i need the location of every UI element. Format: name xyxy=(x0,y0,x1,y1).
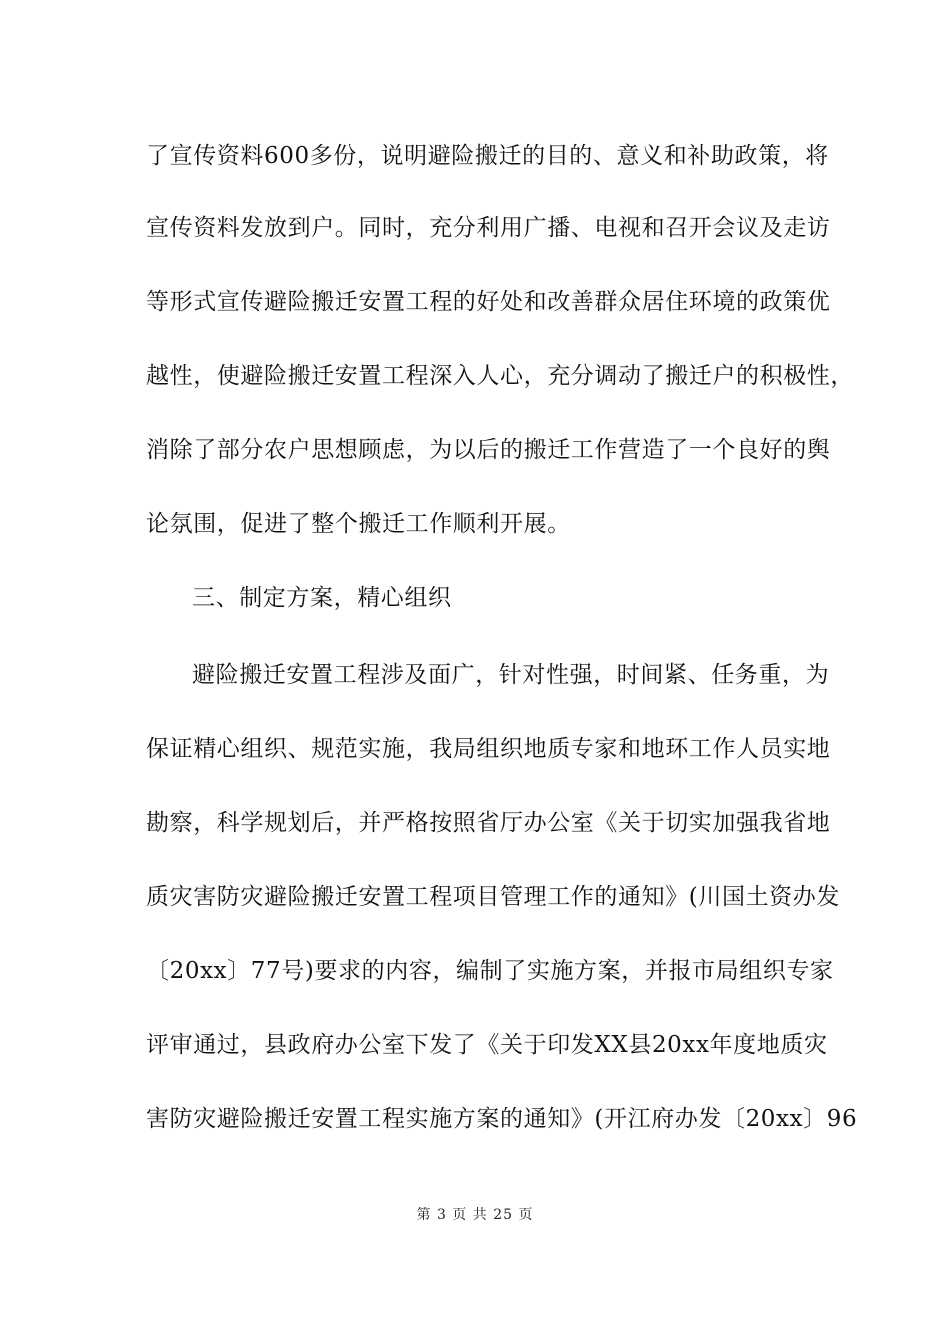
text-line-14: 害防灾避险搬迁安置工程实施方案的通知》(开江府办发〔20xx〕96 xyxy=(146,1106,858,1132)
text-line-10: 勘察，科学规划后，并严格按照省厅办公室《关于切实加强我省地 xyxy=(146,810,831,836)
page-number-footer: 第 3 页 共 25 页 xyxy=(416,1207,534,1223)
text-line-2: 宣传资料发放到户。同时，充分利用广播、电视和召开会议及走访 xyxy=(146,215,831,241)
text-line-1: 了宣传资料600多份，说明避险搬迁的目的、意义和补助政策，将 xyxy=(146,143,829,169)
text-line-13: 评审通过，县政府办公室下发了《关于印发XX县20xx年度地质灾 xyxy=(146,1032,828,1058)
text-line-11: 质灾害防灾避险搬迁安置工程项目管理工作的通知》(川国土资办发 xyxy=(146,884,840,910)
text-line-8: 避险搬迁安置工程涉及面广，针对性强，时间紧、任务重，为 xyxy=(192,662,830,688)
text-line-3: 等形式宣传避险搬迁安置工程的好处和改善群众居住环境的政策优 xyxy=(146,289,831,315)
text-line-12: 〔20xx〕77号)要求的内容，编制了实施方案，并报市局组织专家 xyxy=(146,958,834,984)
text-line-6: 论氛围，促进了整个搬迁工作顺利开展。 xyxy=(146,511,571,537)
text-line-9: 保证精心组织、规范实施，我局组织地质专家和地环工作人员实地 xyxy=(146,736,831,762)
text-line-5: 消除了部分农户思想顾虑，为以后的搬迁工作营造了一个良好的舆 xyxy=(146,437,831,463)
section-heading: 三、制定方案，精心组织 xyxy=(192,585,452,611)
text-line-4: 越性，使避险搬迁安置工程深入人心，充分调动了搬迁户的积极性， xyxy=(146,363,854,389)
